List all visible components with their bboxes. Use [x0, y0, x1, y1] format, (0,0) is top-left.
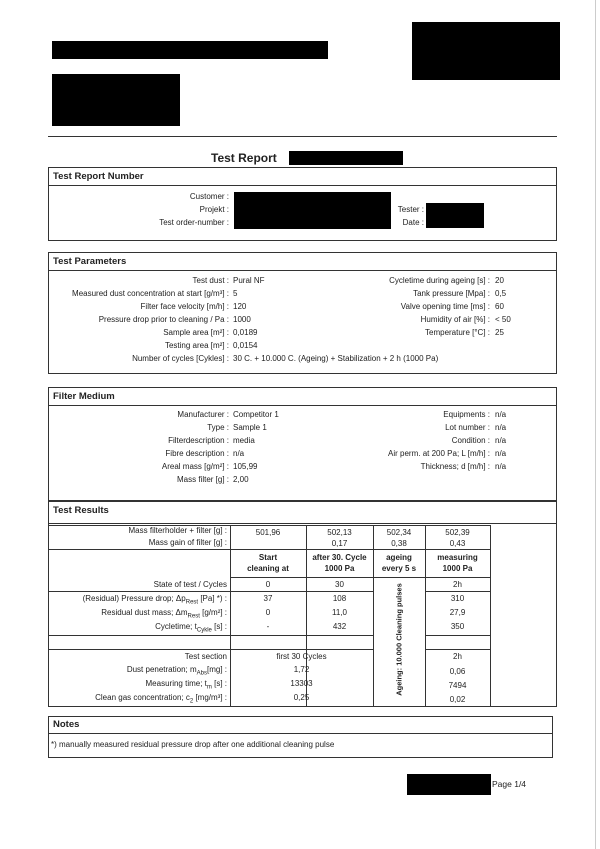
- state-label: State of test / Cycles: [153, 580, 227, 589]
- redacted-footer: [407, 774, 491, 795]
- date-label: Date :: [402, 218, 424, 227]
- cell-value: 27,9: [449, 608, 466, 617]
- medium-label: Manufacturer :: [177, 410, 229, 419]
- section-test-parameters: [48, 252, 557, 374]
- cell-value: 0,02: [449, 695, 466, 704]
- cycletime-label: Cycletime; $t_{Cykle}$ [s] :: [155, 622, 227, 634]
- section-test-results: [48, 501, 557, 707]
- param-value: 20: [495, 276, 504, 285]
- param-value: 1000: [233, 315, 251, 324]
- param-label: Valve opening time [ms] :: [400, 302, 490, 311]
- medium-label: Mass filter [g] :: [176, 475, 229, 484]
- param-value: 120: [233, 302, 247, 311]
- section-heading-divider: [49, 405, 556, 406]
- cell-value: 7494: [448, 681, 467, 690]
- clean-gas-label: Clean gas concentration; $c_2$ [mg/m³] :: [95, 693, 227, 705]
- section-heading: Filter Medium: [53, 391, 115, 402]
- param-label: Cycletime during ageing [s] :: [389, 276, 490, 285]
- section-heading-divider: [49, 733, 552, 734]
- redacted-address: [52, 74, 180, 126]
- medium-value: media: [233, 436, 255, 445]
- medium-value: Sample 1: [233, 423, 267, 432]
- notes-text: *) manually measured residual pressure drop after one additional cleaning pulse: [51, 740, 335, 749]
- medium-value: 105,99: [233, 462, 258, 471]
- param-value: Pural NF: [233, 276, 265, 285]
- medium-value: n/a: [495, 423, 507, 432]
- section-heading-divider: [49, 185, 556, 186]
- cell-value: 502,13: [327, 528, 352, 537]
- medium-value: n/a: [495, 462, 507, 471]
- cell-value: 0,38: [391, 539, 407, 548]
- cell-value: 432: [332, 622, 347, 631]
- page-number: Page 1/4: [492, 779, 527, 789]
- grid-line: [49, 649, 373, 650]
- grid-line: [49, 525, 490, 526]
- column-header: Start cleaning at: [247, 553, 289, 573]
- param-value: 5: [233, 289, 238, 298]
- cell-value: 2h: [453, 652, 462, 661]
- grid-line: [425, 635, 490, 636]
- param-value: 30 C. + 10.000 C. (Ageing) + Stabilization + 2 h (1000 Pa): [233, 354, 439, 363]
- medium-label: Equipments :: [443, 410, 490, 419]
- cell-value: -: [266, 622, 270, 631]
- customer-label: Customer :: [189, 192, 229, 201]
- grid-line: [425, 591, 490, 592]
- param-value: 0,0154: [233, 341, 258, 350]
- redacted-logo: [412, 22, 560, 80]
- pressure-label: (Residual) Pressure drop; $\Delta p_{Rest}$ [Pa] *) :: [82, 594, 227, 606]
- param-label: Test dust :: [192, 276, 229, 285]
- cell-value: 0,06: [449, 667, 466, 676]
- cell-value: 502,34: [386, 528, 412, 537]
- cell-value: 30: [335, 580, 344, 589]
- redacted-company-name: [52, 41, 328, 59]
- medium-label: Areal mass [g/m²] :: [161, 462, 229, 471]
- param-value: 25: [495, 328, 504, 337]
- medium-label: Condition :: [451, 436, 490, 445]
- cell-value: 2h: [453, 580, 462, 589]
- tester-label: Tester :: [397, 205, 424, 214]
- penetration-label: Dust penetration; $m_{Abs}[mg]$ :: [126, 665, 227, 677]
- grid-line: [425, 649, 490, 650]
- section-heading: Test Results: [53, 505, 109, 516]
- section-heading-divider: [49, 523, 556, 524]
- cell-value: first 30 Cycles: [276, 652, 327, 661]
- param-label: Filter face velocity [m/h] :: [140, 302, 229, 311]
- param-label: Humidity of air [%] :: [420, 315, 490, 324]
- order-label: Test order-number :: [159, 218, 229, 227]
- medium-value: n/a: [233, 449, 245, 458]
- grid-line: [490, 525, 491, 706]
- page-title: Test Report: [211, 151, 277, 165]
- ageing-vertical-label: Ageing: 10.000 Cleaning pulses: [394, 583, 404, 696]
- param-value: 0,0189: [233, 328, 258, 337]
- medium-label: Lot number :: [445, 423, 490, 432]
- grid-line: [49, 635, 373, 636]
- medium-label: Filterdescription :: [168, 436, 229, 445]
- grid-line: [49, 549, 490, 550]
- cell-value: 310: [450, 594, 465, 603]
- grid-line: [230, 577, 490, 578]
- medium-label: Air perm. at 200 Pa; L [m/h] :: [388, 449, 490, 458]
- medium-label: Fibre description :: [165, 449, 229, 458]
- medium-value: Competitor 1: [233, 410, 279, 419]
- column-header: ageing every 5 s: [381, 553, 417, 573]
- section-notes: [48, 716, 553, 758]
- param-label: Number of cycles [Cykles] :: [132, 354, 229, 363]
- redacted-report-id: [289, 151, 403, 165]
- section-heading: Notes: [53, 719, 80, 730]
- projekt-label: Projekt :: [199, 205, 229, 214]
- page-edge-line: [595, 0, 596, 849]
- cell-value: 37: [263, 594, 273, 603]
- param-label: Measured dust concentration at start [g/m³] :: [72, 289, 229, 298]
- column-header: after 30. Cycle 1000 Pa: [312, 553, 367, 573]
- mass-holder-label: Mass filterholder + filter [g] :: [128, 526, 227, 535]
- param-label: Testing area [m²] :: [164, 341, 229, 350]
- cell-value: 13303: [290, 679, 313, 688]
- medium-value: n/a: [495, 449, 507, 458]
- section-heading: Test Parameters: [53, 256, 127, 267]
- cell-value: 1,72: [293, 665, 310, 674]
- cell-value: 0,25: [293, 693, 310, 702]
- cell-value: 0: [265, 580, 271, 589]
- cell-value: 501,96: [255, 528, 281, 537]
- dust-mass-label: Residual dust mass; $\Delta m_{Rest}$ [g/m²] :: [101, 608, 227, 620]
- test-section-label: Test section: [184, 652, 227, 661]
- column-header: measuring 1000 Pa: [437, 553, 478, 573]
- cell-value: 0,43: [449, 539, 466, 548]
- grid-line: [49, 591, 373, 592]
- cell-value: 108: [332, 594, 347, 603]
- param-label: Tank pressure [Mpa] :: [413, 289, 490, 298]
- cell-value: 0: [265, 608, 271, 617]
- param-value: 0,5: [495, 289, 507, 298]
- section-report-number: [48, 167, 557, 241]
- section-filter-medium: [48, 387, 557, 501]
- redacted-customer-info: [234, 192, 391, 229]
- param-label: Pressure drop prior to cleaning / Pa :: [98, 315, 229, 324]
- cell-value: 502,39: [445, 528, 470, 537]
- param-label: Temperature [°C] :: [425, 328, 490, 337]
- section-heading-divider: [49, 270, 556, 271]
- param-label: Sample area [m²] :: [163, 328, 229, 337]
- medium-label: Thickness; d [m/h] :: [420, 462, 490, 471]
- measuring-time-label: Measuring time; $t_m$ [s] :: [145, 679, 227, 691]
- param-value: 60: [495, 302, 504, 311]
- cell-value: 0,17: [331, 539, 348, 548]
- param-value: < 50: [495, 315, 511, 324]
- medium-value: 2,00: [233, 475, 249, 484]
- grid-line: [49, 706, 490, 707]
- cell-value: 350: [450, 622, 465, 631]
- redacted-tester-date: [426, 203, 484, 228]
- section-heading: Test Report Number: [53, 171, 144, 182]
- medium-label: Type :: [207, 423, 229, 432]
- mass-gain-label: Mass gain of filter [g] :: [148, 538, 227, 547]
- medium-value: n/a: [495, 410, 507, 419]
- header-divider: [48, 136, 557, 137]
- cell-value: 11,0: [332, 608, 347, 617]
- medium-value: n/a: [495, 436, 507, 445]
